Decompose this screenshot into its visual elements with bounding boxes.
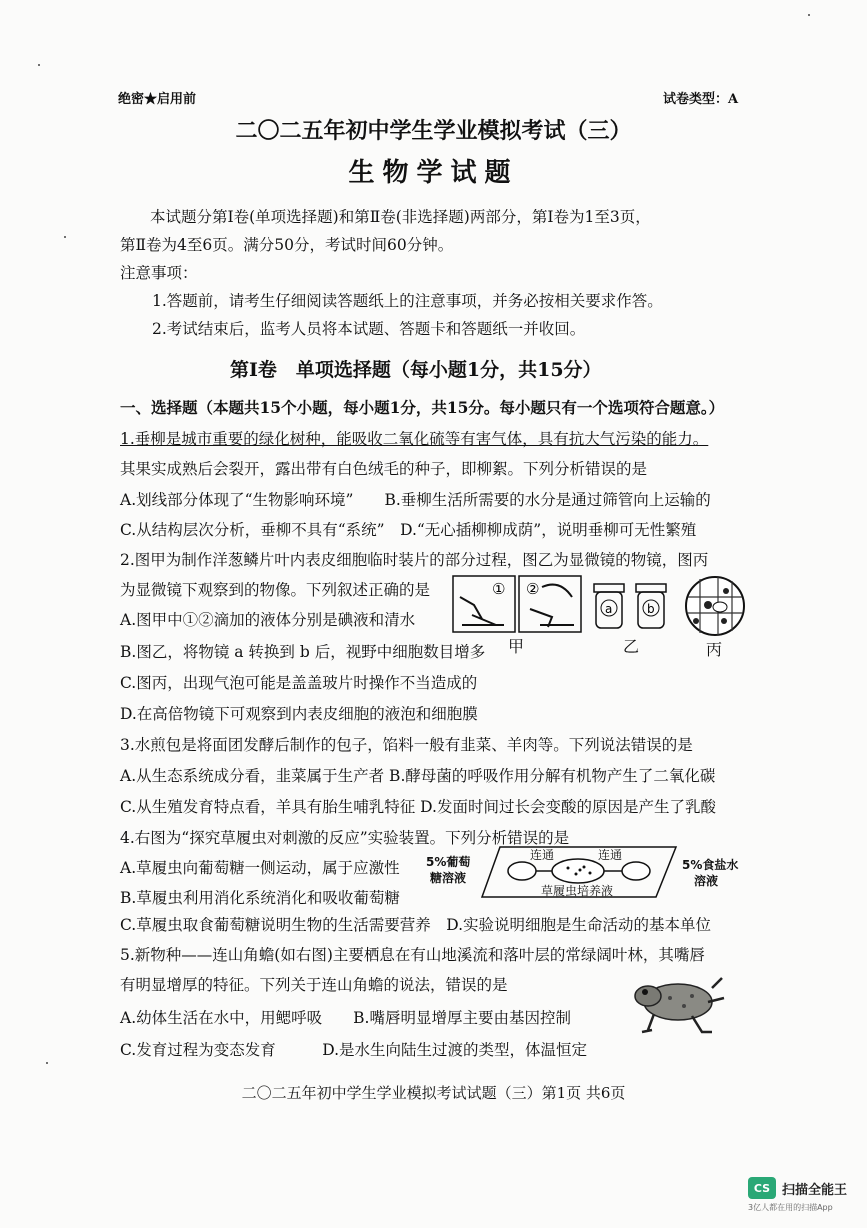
- q4-link-left-label: 连通: [530, 848, 555, 862]
- cs-logo-icon: CS: [748, 1177, 776, 1199]
- q5-options-cd: C.发育过程为变态发育 D.是水生向陆生过渡的类型，体温恒定: [120, 1041, 588, 1059]
- step1-box: [453, 576, 515, 632]
- q2-option-d: D.在高倍物镜下可观察到内表皮细胞的液泡和细胞膜: [120, 705, 478, 723]
- part-heading: 一、选择题（本题共15个小题，每小题1分，共15分。每小题只有一个选项符合题意。）: [120, 398, 725, 417]
- q2-option-b: B.图乙，将物镜 a 转换到 b 后，视野中细胞数目增多: [120, 643, 486, 661]
- page-footer: 二〇二五年初中学生学业模拟考试试题（三）第1页 共6页: [241, 1084, 626, 1102]
- fig-label-jia: 甲: [508, 637, 525, 656]
- scanner-tagline: 3亿人都在用的扫描App: [748, 1203, 833, 1212]
- q2-figure-bing-microscope-view: [684, 575, 746, 637]
- dropper-icon: [460, 597, 504, 625]
- toad-warts: [668, 996, 672, 1000]
- intro-line-2: 第Ⅱ卷为4至6页。满分50分，考试时间60分钟。: [120, 236, 454, 254]
- culture-drop: [552, 859, 604, 883]
- fig-label-yi: 乙: [623, 637, 640, 656]
- notes-heading: 注意事项：: [120, 264, 198, 282]
- paper-type-label: 试卷类型：A: [663, 92, 739, 107]
- q5-options-ab: A.幼体生活在水中，用鳃呼吸 B.嘴唇明显增厚主要由基因控制: [120, 1009, 571, 1027]
- paramecium-dot: [579, 869, 582, 872]
- q4-link-right-label: 连通: [598, 848, 623, 862]
- q4-options-cd: C.草履虫取食葡萄糖说明生物的生活需要营养 D.实验说明细胞是生命活动的基本单位: [120, 916, 712, 934]
- q4-stem: 4.右图为“探究草履虫对刺激的反应”实验装置。下列分析错误的是: [120, 829, 570, 847]
- q1-stem-underlined: 1.垂柳是城市重要的绿化树种，能吸收二氧化硫等有害气体，具有抗大气污染的能力。: [120, 430, 709, 448]
- q2-figure-jia: [452, 575, 587, 635]
- scan-speck: [46, 1062, 48, 1064]
- q4-right-label-2: 溶液: [694, 874, 719, 888]
- q5-stem-2: 有明显增厚的特征。下列关于连山角蟾的说法，错误的是: [120, 976, 508, 994]
- note-2: 2.考试结束后，监考人员将本试题、答题卡和答题纸一并收回。: [152, 320, 586, 338]
- q4-right-label-1: 5%食盐水: [682, 858, 739, 872]
- toad-warts: [690, 994, 694, 998]
- scanner-watermark: [748, 1177, 847, 1199]
- q1-options-cd: C.从结构层次分析，垂柳不具有“系统” D.“无心插柳柳成荫”，说明垂柳可无性繁殖: [120, 521, 697, 539]
- subject-title: 生物学试题: [348, 158, 519, 188]
- toad-eye: [642, 989, 648, 995]
- q2-stem-1: 2.图甲为制作洋葱鳞片叶内表皮细胞临时装片的部分过程，图乙为显微镜的物镜，图丙: [120, 551, 709, 569]
- lens-b-cap: [636, 584, 666, 592]
- section-title: 第Ⅰ卷 单项选择题（每小题1分，共15分）: [230, 359, 602, 381]
- q4-option-a: A.草履虫向葡萄糖一侧运动，属于应激性: [120, 859, 400, 877]
- lens-b-label: b: [647, 602, 655, 616]
- q5-stem-1: 5.新物种——连山角蟾(如右图)主要栖息在有山地溪流和落叶层的常绿阔叶林，其嘴唇: [120, 946, 705, 964]
- step2-number: ②: [526, 580, 540, 598]
- q4-left-label-1: 5%葡萄: [426, 855, 471, 869]
- q4-center-label: 草履虫培养液: [541, 884, 614, 898]
- q2-option-c: C.图丙，出现气泡可能是盖盖玻片时操作不当造成的: [120, 674, 478, 692]
- salt-drop: [622, 862, 650, 880]
- glucose-drop: [508, 862, 536, 880]
- confidential-label: 绝密★启用前: [118, 92, 197, 107]
- q3-stem: 3.水煎包是将面团发酵后制作的包子，馅料一般有韭菜、羊肉等。下列说法错误的是: [120, 736, 693, 754]
- q2-option-a: A.图甲中①②滴加的液体分别是碘液和清水: [120, 611, 416, 629]
- nucleus: [721, 618, 727, 624]
- toad-illustration: [632, 968, 728, 1038]
- q3-options-cd: C.从生殖发育特点看，羊具有胎生哺乳特征 D.发面时间过长会变酸的原因是产生了乳酸: [120, 798, 716, 816]
- q1-stem-2: 其果实成熟后会裂开，露出带有白色绒毛的种子，即柳絮。下列分析错误的是: [120, 460, 648, 478]
- scan-speck: [38, 64, 40, 66]
- toad-warts: [682, 1004, 686, 1008]
- q2-figure-yi-lenses: [592, 582, 670, 632]
- step1-number: ①: [492, 580, 506, 598]
- nucleus: [704, 601, 712, 609]
- paramecium-dot: [575, 873, 578, 876]
- q4-option-b: B.草履虫利用消化系统消化和吸收葡萄糖: [120, 889, 400, 907]
- toad-head: [635, 986, 661, 1006]
- nucleus: [723, 588, 729, 594]
- paramecium-dot: [589, 872, 592, 875]
- q2-stem-2: 为显微镜下观察到的物像。下列叙述正确的是: [120, 581, 431, 599]
- scan-speck: [64, 236, 66, 238]
- air-bubble: [713, 602, 727, 612]
- q3-options-ab: A.从生态系统成分看，韭菜属于生产者 B.酵母菌的呼吸作用分解有机物产生了二氧化碳: [120, 767, 716, 785]
- q1-options-ab: A.划线部分体现了“生物影响环境” B.垂柳生活所需要的水分是通过筛管向上运输的: [120, 491, 711, 509]
- scanner-app-name: 扫描全能王: [782, 1182, 848, 1198]
- intro-line-1: 本试题分第Ⅰ卷(单项选择题)和第Ⅱ卷(非选择题)两部分，第Ⅰ卷为1至3页，: [150, 208, 651, 226]
- lens-a-cap: [594, 584, 624, 592]
- paramecium-dot: [583, 866, 586, 869]
- exam-title: 二〇二五年初中学生学业模拟考试（三）: [235, 118, 632, 144]
- scan-speck: [808, 14, 810, 16]
- paramecium-dot: [567, 867, 570, 870]
- note-1: 1.答题前，请考生仔细阅读答题纸上的注意事项，并务必按相关要求作答。: [152, 292, 663, 310]
- q4-left-label-2: 糖溶液: [430, 871, 467, 885]
- nucleus: [693, 618, 699, 624]
- lens-a-label: a: [605, 602, 613, 616]
- fig-label-bing: 丙: [706, 640, 723, 659]
